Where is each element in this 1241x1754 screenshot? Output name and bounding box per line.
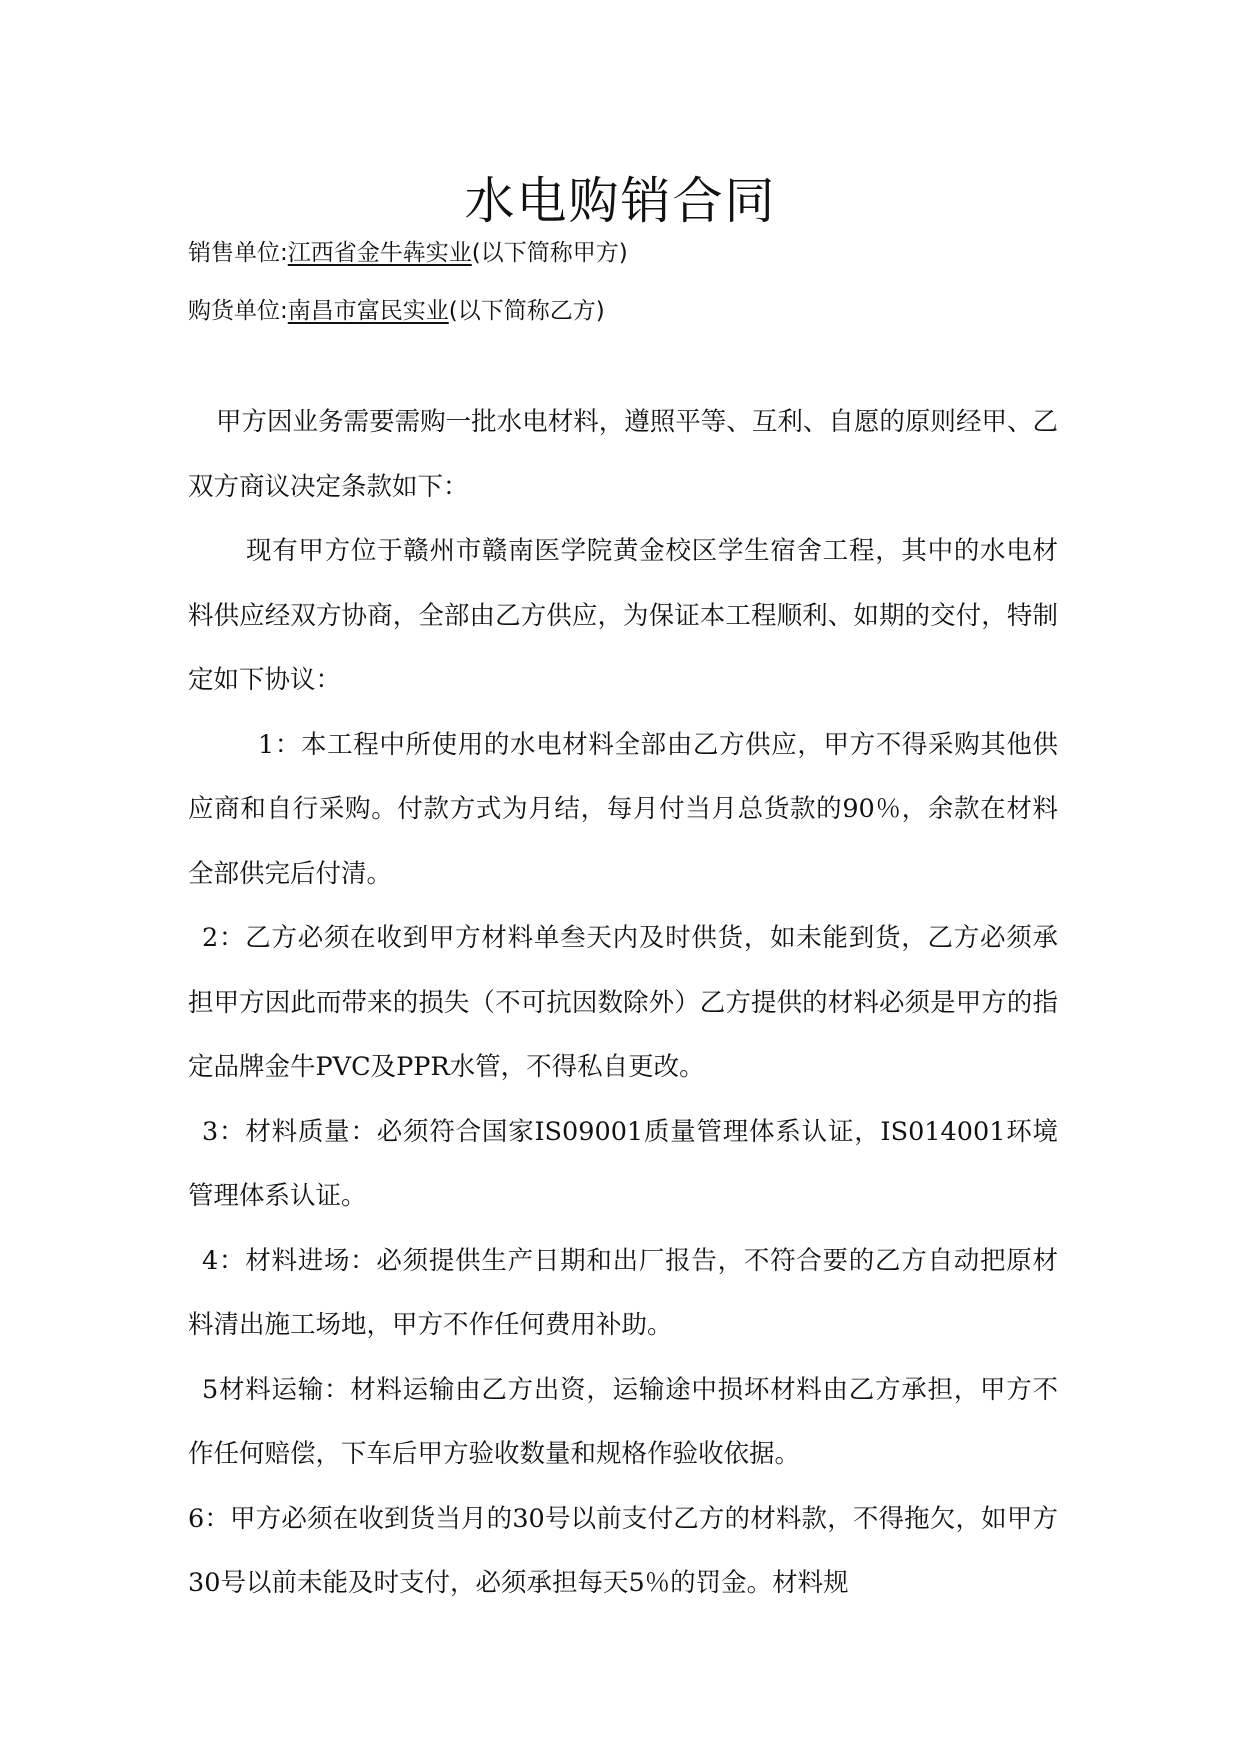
clause-6: 6：甲方必须在收到货当月的30号以前支付乙方的材料款，不得拖欠，如甲方30号以前未能及时支付，必须承担每天5％的罚金。材料规 <box>188 1503 1058 1598</box>
buyer-line <box>188 294 1088 328</box>
clause-3: 3：材料质量：必须符合国家IS09001质量管理体系认证，IS014001环境管理体系认证。 <box>188 1116 1058 1211</box>
seller-name: 江西省金牛犇实业 <box>287 240 472 266</box>
buyer-label: 购货单位: <box>188 298 288 324</box>
intro-paragraph: 甲方因业务需要需购一批水电材料，遵照平等、互利、自愿的原则经甲、乙双方商议决定条款如下： <box>188 407 1058 502</box>
clause-1: 1：本工程中所使用的水电材料全部由乙方供应，甲方不得采购其他供应商和自行采购。付款方式为月结，每月付当月总货款的90％，余款在材料全部供完后付清。 <box>188 729 1058 889</box>
contract-body <box>188 390 1058 1616</box>
document-title: 水电购销合同 <box>464 172 777 230</box>
seller-alias: (以下简称甲方) <box>471 240 628 266</box>
buyer-name: 南昌市富民实业 <box>287 298 449 324</box>
seller-line <box>188 236 1088 270</box>
background-paragraph: 现有甲方位于赣州市赣南医学院黄金校区学生宿舍工程，其中的水电材料供应经双方协商，全部由乙方供应，为保证本工程顺利、如期的交付，特制定如下协议： <box>188 536 1058 695</box>
clause-4: 4：材料进场：必须提供生产日期和出厂报告，不符合要的乙方自动把原材料清出施工场地，甲方不作任何费用补助。 <box>188 1245 1058 1340</box>
clause-5: 5材料运输：材料运输由乙方出资，运输途中损坏材料由乙方承担，甲方不作任何赔偿，下车后甲方验收数量和规格作验收依据。 <box>188 1374 1058 1469</box>
seller-label: 销售单位: <box>188 240 288 266</box>
buyer-alias: (以下简称乙方) <box>448 298 605 324</box>
clause-2: 2：乙方必须在收到甲方材料单叁天内及时供货，如未能到货，乙方必须承担甲方因此而带来的损失（不可抗因数除外）乙方提供的材料必须是甲方的指定品牌金牛PVC及PPR水管，不得私自更改。 <box>188 923 1058 1082</box>
